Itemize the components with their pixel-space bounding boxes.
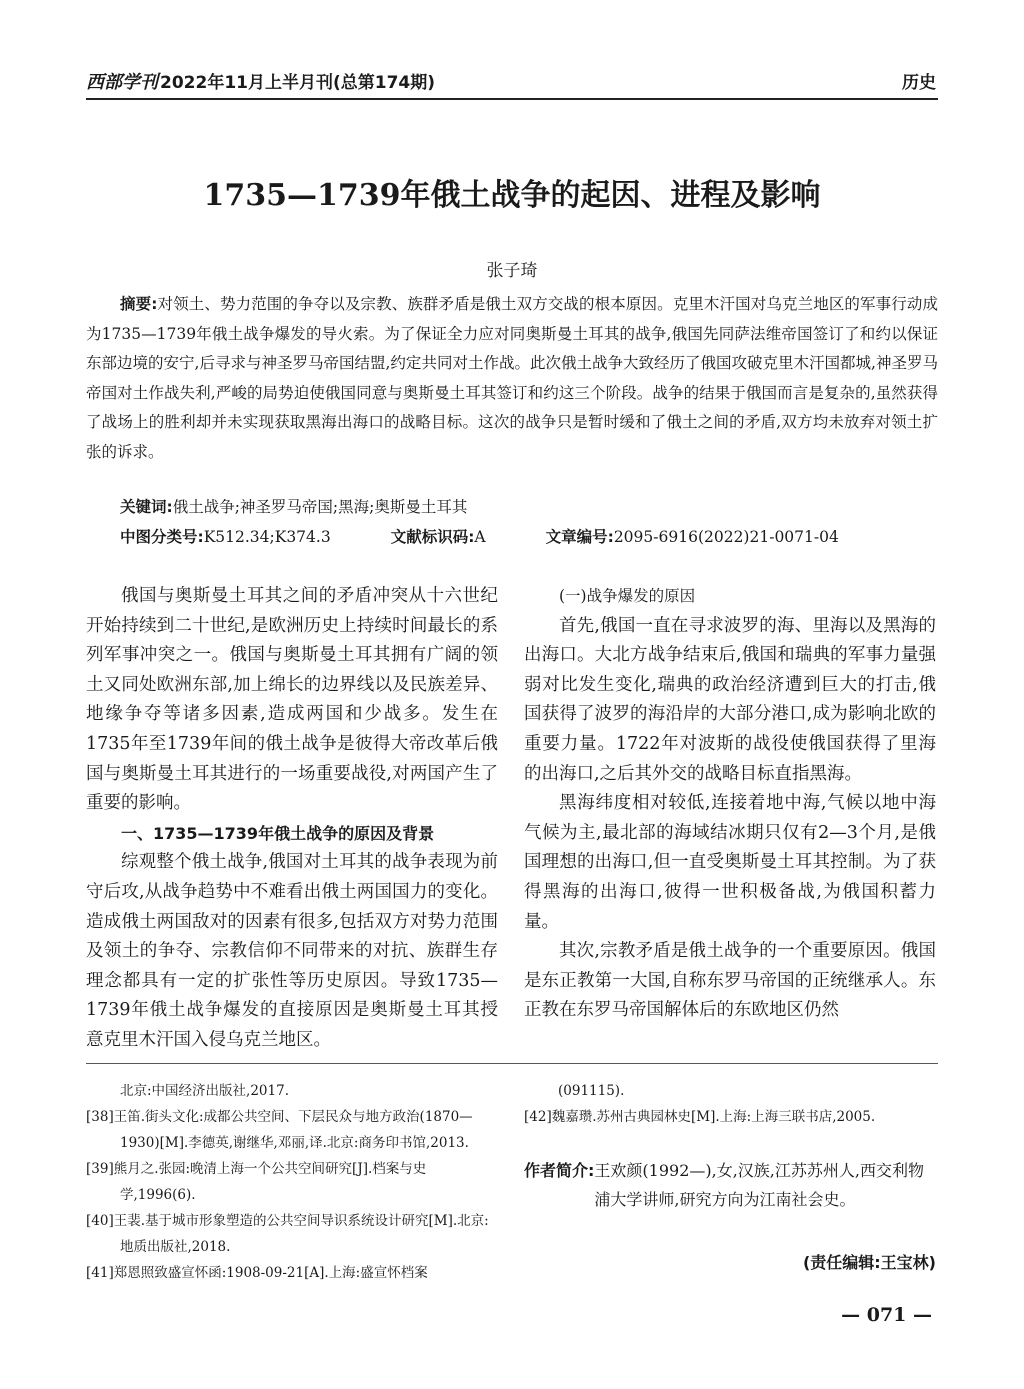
abstract-label: 摘要: [120,295,158,313]
reference-item: [38]王笛.街头文化:成都公共空间、下层民众与地方政治(1870—1930)[M].李德英,谢继华,邓丽,译.北京:商务印书馆,2013. [86,1109,473,1151]
references-right [524,1078,936,1130]
article-number-label: 文章编号: [545,528,614,546]
article-title: 1735—1739年俄土战争的起因、进程及影响 [203,178,821,213]
classification-line [120,525,839,547]
reference-item: [39]熊月之.张园:晚清上海一个公共空间研究[J].档案与史学,1996(6). [86,1161,427,1203]
abstract [86,290,938,467]
abstract-text: 对领土、势力范围的争夺以及宗教、族群矛盾是俄土双方交战的根本原因。克里木汗国对乌克兰地区的军事行动成为1735—1739年俄土战争爆发的导火索。为了保证全力应对同奥斯曼土耳其的战争,俄国先同萨法维帝国签订了和约以保证东部边境的安宁,后寻求与神圣罗马帝国结盟,约定共同对土作战。此次俄土战争大致经历了俄国攻破克里木汗国都城,神圣罗马帝国对土作战失利,严峻的局势迫使俄国同意与奥斯曼土耳其签订和约这三个阶段。战争的结果于俄国而言是复杂的,虽然获得了战场上的胜利却并未实现获取黑海出海口的战略目标。这次的战争只是暂时缓和了俄土之间的矛盾,双方均未放弃对领土扩张的诉求。 [86,295,938,461]
doc-code-value: A [474,528,486,546]
body-paragraph: 首先,俄国一直在寻求波罗的海、里海以及黑海的出海口。大北方战争结束后,俄国和瑞典的军事力量强弱对比发生变化,瑞典的政治经济遭到巨大的打击,俄国获得了波罗的海沿岸的大部分港口,成为影响北欧的重要力量。1722年对波斯的战役使俄国获得了里海的出海口,之后其外交的战略目标直指黑海。 [524,615,936,784]
body-paragraph: 其次,宗教矛盾是俄土战争的一个重要原因。俄国是东正教第一大国,自称东罗马帝国的正统继承人。东正教在东罗马帝国解体后的东欧地区仍然 [524,941,936,1021]
reference-item: [42]魏嘉瓒.苏州古典园林史[M].上海:上海三联书店,2005. [524,1109,876,1125]
journal-header [86,68,435,94]
body-paragraph: 俄国与奥斯曼土耳其之间的矛盾冲突从十六世纪开始持续到二十世纪,是欧洲历史上持续时间最长的系列军事冲突之一。俄国与奥斯曼土耳其拥有广阔的领土又同处欧洲东部,加上绵长的边界线以及民族差异、地缘争夺等诸多因素,造成两国和少战多。发生在1735年至1739年间的俄土战争是彼得大帝改革后俄国与奥斯曼土耳其进行的一场重要战役,对两国产生了重要的影响。 [86,586,498,814]
keywords [120,495,467,517]
subsection-heading: (一)战争爆发的原因 [559,587,696,605]
responsible-editor: (责任编辑:王宝林) [802,1253,936,1272]
doc-code-label: 文献标识码: [390,528,475,546]
header-rule [86,98,938,100]
reference-item: [41]郑恩照致盛宣怀函:1908-09-21[A].上海:盛宣怀档案 [86,1265,428,1281]
reference-item: [40]王裴.基于城市形象塑造的公共空间导识系统设计研究[M].北京:地质出版社,2018. [86,1213,489,1255]
bio-text: 王欢颜(1992—),女,汉族,江苏苏州人,西交利物浦大学讲师,研究方向为江南社会史。 [594,1161,924,1209]
reference-item: 北京:中国经济出版社,2017. [120,1083,289,1099]
body-paragraph: 黑海纬度相对较低,连接着地中海,气候以地中海气候为主,最北部的海域结冰期只仅有2—3个月,是俄国理想的出海口,但一直受奥斯曼土耳其控制。为了获得黑海的出海口,彼得一世积极备战,为俄国积蓄力量。 [524,793,936,932]
section-label: 历史 [902,73,936,93]
reference-item: (091115). [558,1083,625,1099]
author-bio [524,1156,938,1214]
clc-label: 中图分类号: [120,528,204,546]
bio-label: 作者简介: [524,1161,595,1180]
author-name: 张子琦 [486,261,538,281]
footnote-rule [86,1063,938,1064]
clc-value: K512.34;K374.3 [203,528,331,546]
journal-logo: 西部学刊 [86,72,158,93]
body-column-right [524,582,936,1026]
article-number-value: 2095-6916(2022)21-0071-04 [613,528,839,546]
keywords-label: 关键词: [120,498,173,516]
page-number: — 071 — [841,1304,932,1326]
keywords-text: 俄土战争;神圣罗马帝国;黑海;奥斯曼土耳其 [172,498,468,516]
section-heading: 一、1735—1739年俄土战争的原因及背景 [121,823,435,843]
issue-info: 2022年11月上半月刊(总第174期) [160,73,435,93]
body-column-left [86,582,498,1056]
references-left [86,1078,498,1286]
body-paragraph: 综观整个俄土战争,俄国对土耳其的战争表现为前守后攻,从战争趋势中不难看出俄土两国国力的变化。造成俄土两国敌对的因素有很多,包括双方对势力范围及领土的争夺、宗教信仰不同带来的对抗、族群生存理念都具有一定的扩张性等历史原因。导致1735—1739年俄土战争爆发的直接原因是奥斯曼土耳其授意克里木汗国入侵乌克兰地区。 [86,852,498,1050]
